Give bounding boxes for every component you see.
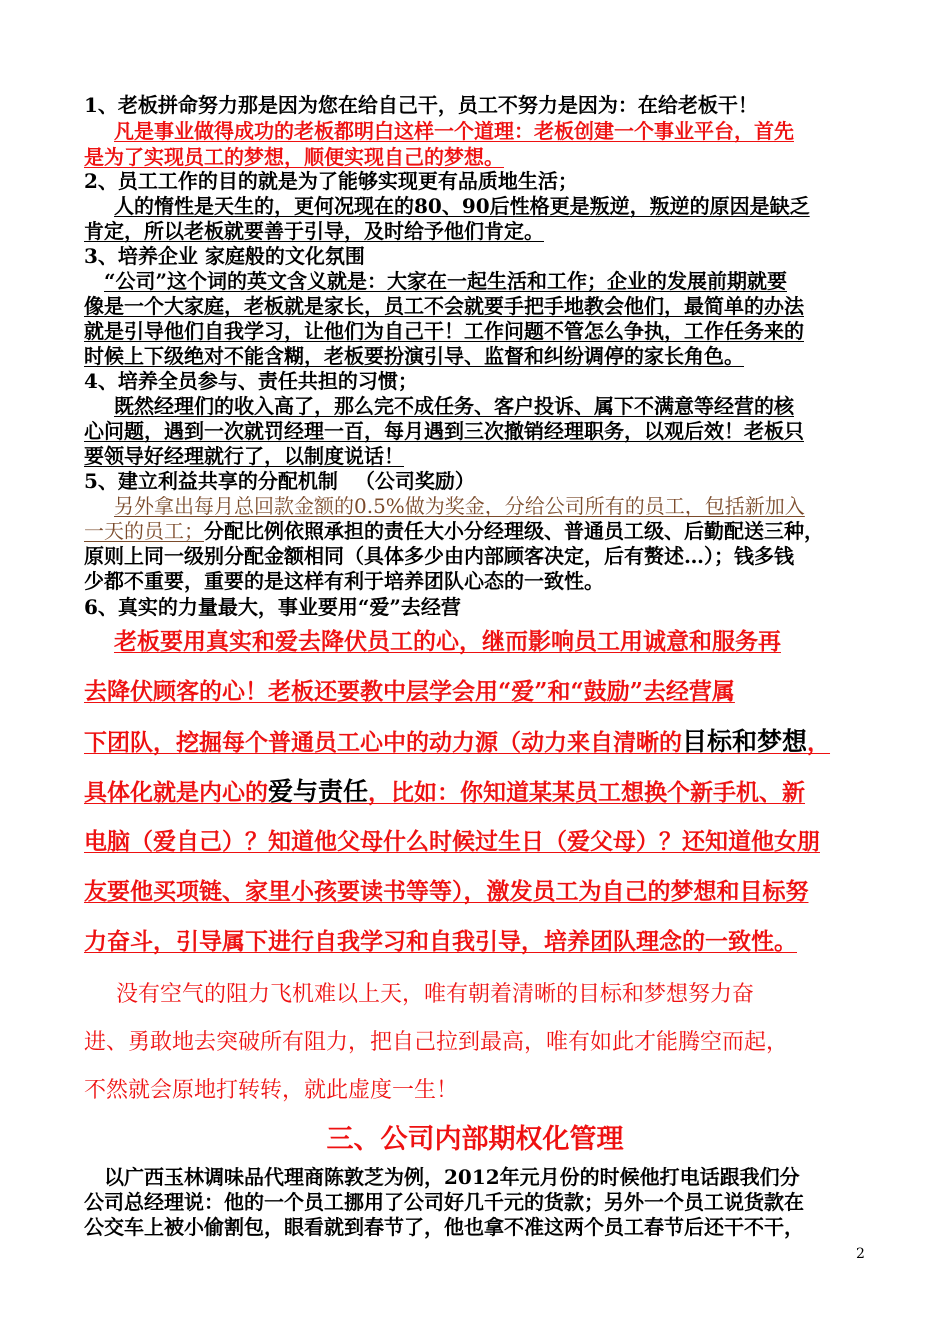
love-line3-goal: 目标和梦想 bbox=[682, 727, 808, 756]
item5-title-note: （公司奖励） bbox=[354, 469, 475, 493]
item5-body-line1: 另外拿出每月总回款金额的0.5%做为奖金，分给公司所有的员工，包括新加入 bbox=[114, 494, 805, 518]
item3-body-line2: 像是一个大家庭，老板就是家长，员工不会就要手把手地教会他们，最简单的办法 bbox=[84, 294, 804, 318]
love-line6: 友要他买项链、家里小孩要读书等等），激发员工为自己的梦想和目标努 bbox=[84, 878, 809, 905]
item5-title-main: 5、建立利益共享的分配机制 bbox=[84, 469, 338, 493]
item2-body-line2: 肯定，所以老板就要善于引导，及时给予他们肯定。 bbox=[84, 219, 544, 243]
item5-body-line2 bbox=[84, 518, 874, 544]
item1-body-line2: 是为了实现员工的梦想，顺便实现自己的梦想。 bbox=[84, 145, 504, 169]
section3-heading: 三、公司内部期权化管理 bbox=[326, 1124, 624, 1155]
item3-body-line1: “公司”这个词的英文含义就是：大家在一起生活和工作；企业的发展前期就要 bbox=[104, 269, 788, 293]
section3-line1: 以广西玉林调味品代理商陈敦芝为例，2012年元月份的时候他打电话跟我们分 bbox=[104, 1165, 800, 1189]
item5-title bbox=[84, 468, 874, 494]
item5-body-line2-start: 一天的员工； bbox=[84, 519, 204, 543]
airplane-line1: 没有空气的阻力飞机难以上天，唯有朝着清晰的目标和梦想努力奋 bbox=[116, 982, 755, 1007]
item4-body-line2: 心问题，遇到一次就罚经理一百，每月遇到三次撤销经理职务，以观后效！老板只 bbox=[84, 419, 804, 443]
item3-body-line3: 就是引导他们自我学习，让他们为自己干！工作问题不管怎么争执，工作任务来的 bbox=[84, 319, 804, 343]
item1-title: 1、老板拼命努力那是因为您在给自己干，员工不努力是因为：在给老板干！ bbox=[84, 93, 758, 117]
airplane-line2: 进、勇敢地去突破所有阻力，把自己拉到最高，唯有如此才能腾空而起， bbox=[84, 1030, 789, 1055]
item5-body-line4: 少都不重要，重要的是这样有利于培养团队心态的一致性。 bbox=[84, 569, 604, 593]
love-line4 bbox=[84, 776, 874, 809]
item2-body-line1: 人的惰性是天生的，更何况现在的80、90后性格更是叛逆，叛逆的原因是缺乏 bbox=[114, 194, 810, 218]
item4-body-line1: 既然经理们的收入高了，那么完不成任务、客户投诉、属下不满意等经营的核 bbox=[114, 394, 794, 418]
item3-title: 3、培养企业 家庭般的文化氛围 bbox=[84, 244, 365, 268]
love-line4-keyword: 爱与责任 bbox=[268, 777, 369, 806]
airplane-line3: 不然就会原地打转转，就此虚度一生！ bbox=[84, 1078, 459, 1103]
section3-line2: 公司总经理说：他的一个员工挪用了公司好几千元的货款；另外一个员工说货款在 bbox=[84, 1190, 804, 1214]
item2-title: 2、员工工作的目的就是为了能够实现更有品质地生活； bbox=[84, 169, 578, 193]
love-line3-start: 下团队，挖掘每个普通员工心中的动力源（动力来自清晰的 bbox=[84, 729, 682, 756]
love-line3 bbox=[84, 726, 874, 759]
love-line1: 老板要用真实和爱去降伏员工的心，继而影响员工用诚意和服务再 bbox=[114, 628, 781, 655]
love-line4-end: ，比如：你知道某某员工想换个新手机、新 bbox=[368, 779, 806, 806]
section3-line3: 公交车上被小偷割包，眼看就到春节了，他也拿不准这两个员工春节后还干不干， bbox=[84, 1215, 804, 1239]
item3-body-line4: 时候上下级绝对不能含糊，老板要扮演引导、监督和纠纷调停的家长角色。 bbox=[84, 344, 744, 368]
love-line4-start: 具体化就是内心的 bbox=[84, 779, 268, 806]
love-line7: 力奋斗，引导属下进行自我学习和自我引导，培养团队理念的一致性。 bbox=[84, 928, 797, 955]
page-number: 2 bbox=[856, 1246, 865, 1262]
item4-title: 4、培养全员参与、责任共担的习惯； bbox=[84, 369, 418, 393]
love-line3-end: ， bbox=[807, 729, 831, 756]
item4-body-line3: 要领导好经理就行了，以制度说话！ bbox=[84, 444, 404, 468]
love-line2: 去降伏顾客的心！老板还要教中层学会用“爱”和“鼓励”去经营属 bbox=[84, 678, 735, 705]
item6-title: 6、真实的力量最大，事业要用“爱”去经营 bbox=[84, 595, 461, 619]
item1-body-line1: 凡是事业做得成功的老板都明白这样一个道理：老板创建一个事业平台，首先 bbox=[114, 119, 794, 143]
item5-body-line2-end: 分配比例依照承担的责任大小分经理级、普通员工级、后勤配送三种， bbox=[204, 519, 824, 543]
item5-body-line3: 原则上同一级别分配金额相同（具体多少由内部顾客决定，后有赘述…）；钱多钱 bbox=[84, 544, 794, 568]
love-line5: 电脑（爱自己）？知道他父母什么时候过生日（爱父母）？还知道他女朋 bbox=[84, 828, 820, 855]
